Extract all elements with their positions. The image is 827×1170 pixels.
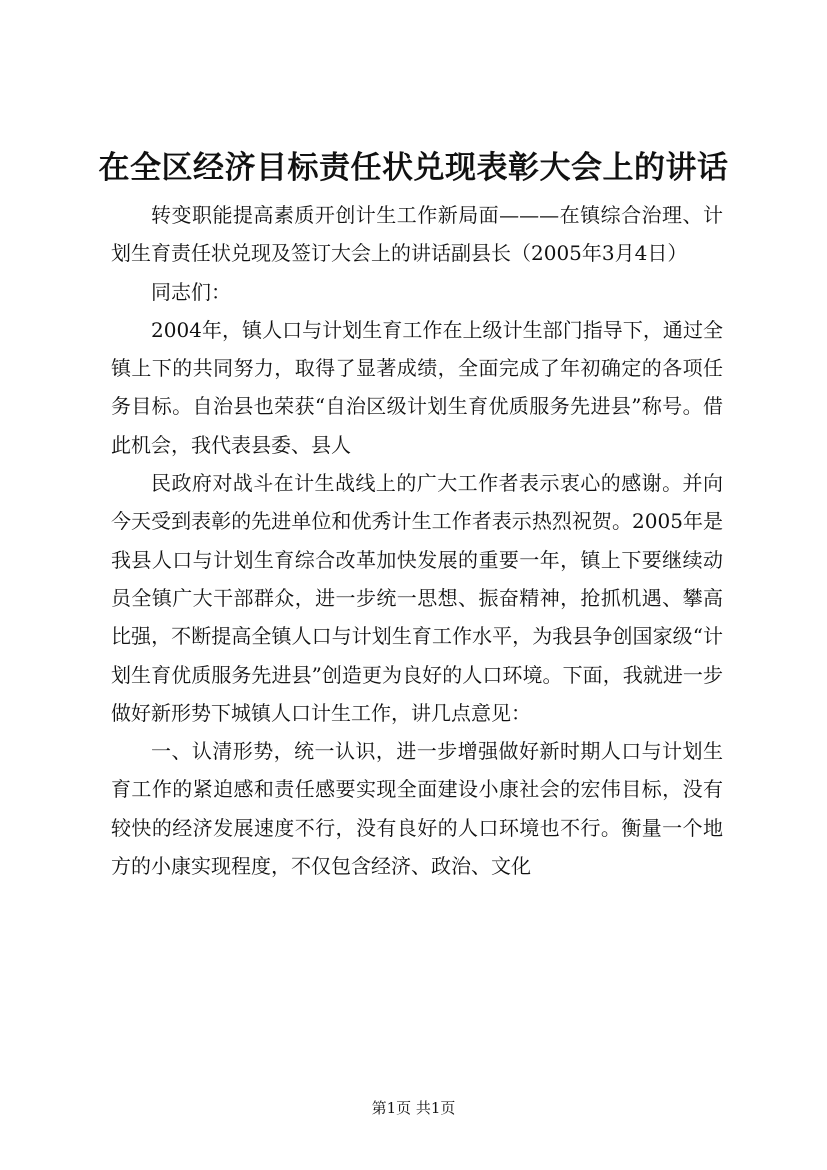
paragraph-2005-outlook: 民政府对战斗在计生战线上的广大工作者表示衷心的感谢。并向今天受到表彰的先进单位和优秀计生工作者表示热烈祝贺。2005年是我县人口与计划生育综合改革加快发展的重要一年，镇上下要继续动员全镇广大干部群众，进一步统一思想、振奋精神，抢抓机遇、攀高比强，不断提高全镇人口与计划生育工作水平，为我县争创国家级“计划生育优质服务先进县”创造更为良好的人口环境。下面，我就进一步做好新形势下城镇人口计生工作，讲几点意见： xyxy=(111,471,723,725)
paragraph-subtitle: 转变职能提高素质开创计生工作新局面———在镇综合治理、计划生育责任状兑现及签订大会上的讲话副县长（2005年3月4日） xyxy=(111,203,723,266)
document-body xyxy=(111,196,723,885)
paragraph-salutation: 同志们： xyxy=(151,279,231,304)
paragraph-2004-review: 2004年，镇人口与计划生育工作在上级计生部门指导下，通过全镇上下的共同努力，取得了显著成绩，全面完成了年初确定的各项任务目标。自治县也荣获“自治区级计划生育优质服务先进县”称号。借此机会，我代表县委、县人 xyxy=(111,317,723,457)
page-footer: 第1页 共1页 xyxy=(371,1099,456,1117)
paragraph-section-one: 一、认清形势，统一认识，进一步增强做好新时期人口与计划生育工作的紧迫感和责任感要实现全面建设小康社会的宏伟目标，没有较快的经济发展速度不行，没有良好的人口环境也不行。衡量一个地方的小康实现程度，不仅包含经济、政治、文化 xyxy=(111,739,723,879)
document-title: 在全区经济目标责任状兑现表彰大会上的讲话 xyxy=(98,150,729,186)
